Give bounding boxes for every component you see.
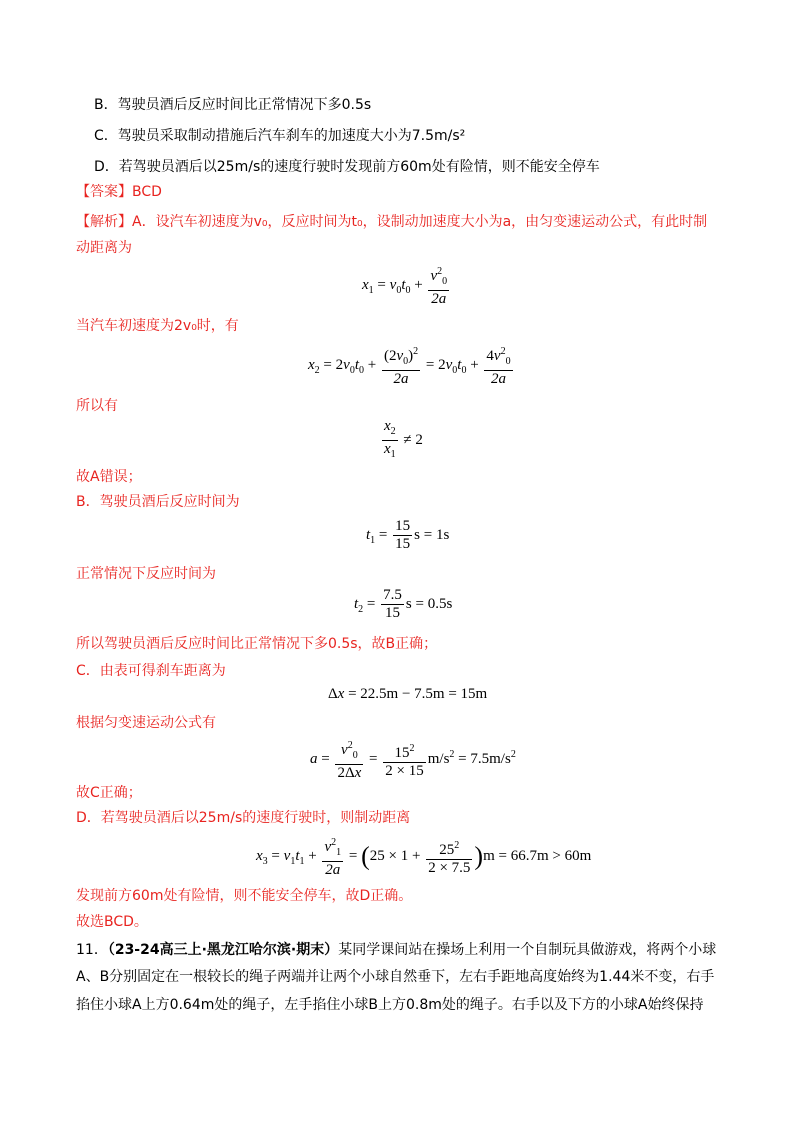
formula-t1: $t_1$ = $\frac{15}{15}$ s = 1s	[366, 518, 450, 552]
question-number: 11．	[76, 942, 108, 958]
normal-time-line: 正常情况下反应时间为	[76, 566, 216, 582]
b-conclusion-line: 所以驾驶员酒后反应时间比正常情况下多0.5s，故B正确；	[76, 636, 438, 652]
formula-ratio: $\frac{x_2}{x_1}$ ≠ 2	[384, 418, 423, 460]
question-source: （23-24高三上·黑龙江哈尔滨·期末）	[107, 942, 339, 958]
a-wrong-line: 故A错误；	[76, 469, 142, 485]
formula-x3: $x_3 = v_1t_1$ + $\frac{v^2_1}{2a}$ = (25 × 1 + $\frac{25^2}{2 \times 7.5}$ )m = 66.7m > 60m	[256, 834, 591, 879]
option-d: D．若驾驶员酒后以25m/s的速度行驶时发现前方60m处有险情，则不能安全停车	[94, 159, 600, 175]
double-speed-line: 当汽车初速度为2v₀时，有	[76, 318, 239, 334]
analysis-a-line1: 【解析】A．设汽车初速度为v₀，反应时间为t₀，设制动加速度大小为a，由匀变速运动公式，有此时制	[76, 214, 708, 230]
formula-x2: $x_2 = 2v_0t_0$ + $\frac{(2v_0)^2}{2a}$ = $2v_0t_0$ + $\frac{4v^2_0}{2a}$	[308, 343, 515, 388]
question-text-start: 某同学课间站在操场上利用一个自制玩具做游戏，将两个小球	[338, 942, 717, 958]
c-intro-line: C．由表可得刹车距离为	[76, 663, 226, 679]
analysis-a-line2: 动距离为	[76, 240, 132, 256]
option-b: B．驾驶员酒后反应时间比正常情况下多0.5s	[94, 97, 372, 113]
formula-t2: $t_2$ = $\frac{7.5}{15}$ s = 0.5s	[354, 587, 453, 621]
formula-delta-x: Δx = 22.5m − 7.5m = 15m	[328, 686, 488, 702]
formula-a: a = $\frac{v^2_0}{2\Delta x}$ = $\frac{15^2}{2 \times 15}$ $m/s^2 = 7.5m/s^2$	[310, 737, 516, 782]
so-line: 所以有	[76, 398, 118, 414]
c-formula-line: 根据匀变速运动公式有	[76, 715, 216, 731]
question-11-line1	[76, 940, 716, 960]
formula-x1: $x_1 = v_0t_0$ + $\frac{v^2_0}{2a}$	[362, 263, 451, 308]
question-11-line3: 掐住小球A上方0.64m处的绳子，左手掐住小球B上方0.8m处的绳子。右手以及下方的小球A始终保持	[76, 997, 704, 1013]
d-intro-line: D．若驾驶员酒后以25m/s的速度行驶时，则制动距离	[76, 810, 411, 826]
option-c: C．驾驶员采取制动措施后汽车刹车的加速度大小为7.5m/s²	[94, 128, 466, 144]
final-answer-line: 故选BCD。	[76, 914, 148, 930]
d-conclusion-line: 发现前方60m处有险情，则不能安全停车，故D正确。	[76, 888, 413, 904]
question-11-line2: A、B分别固定在一根较长的绳子两端并让两个小球自然垂下，左右手距地高度始终为1.44米不变，右手	[76, 969, 715, 985]
c-correct-line: 故C正确；	[76, 785, 142, 801]
b-intro-line: B．驾驶员酒后反应时间为	[76, 494, 240, 510]
answer-label: 【答案】BCD	[76, 184, 162, 200]
